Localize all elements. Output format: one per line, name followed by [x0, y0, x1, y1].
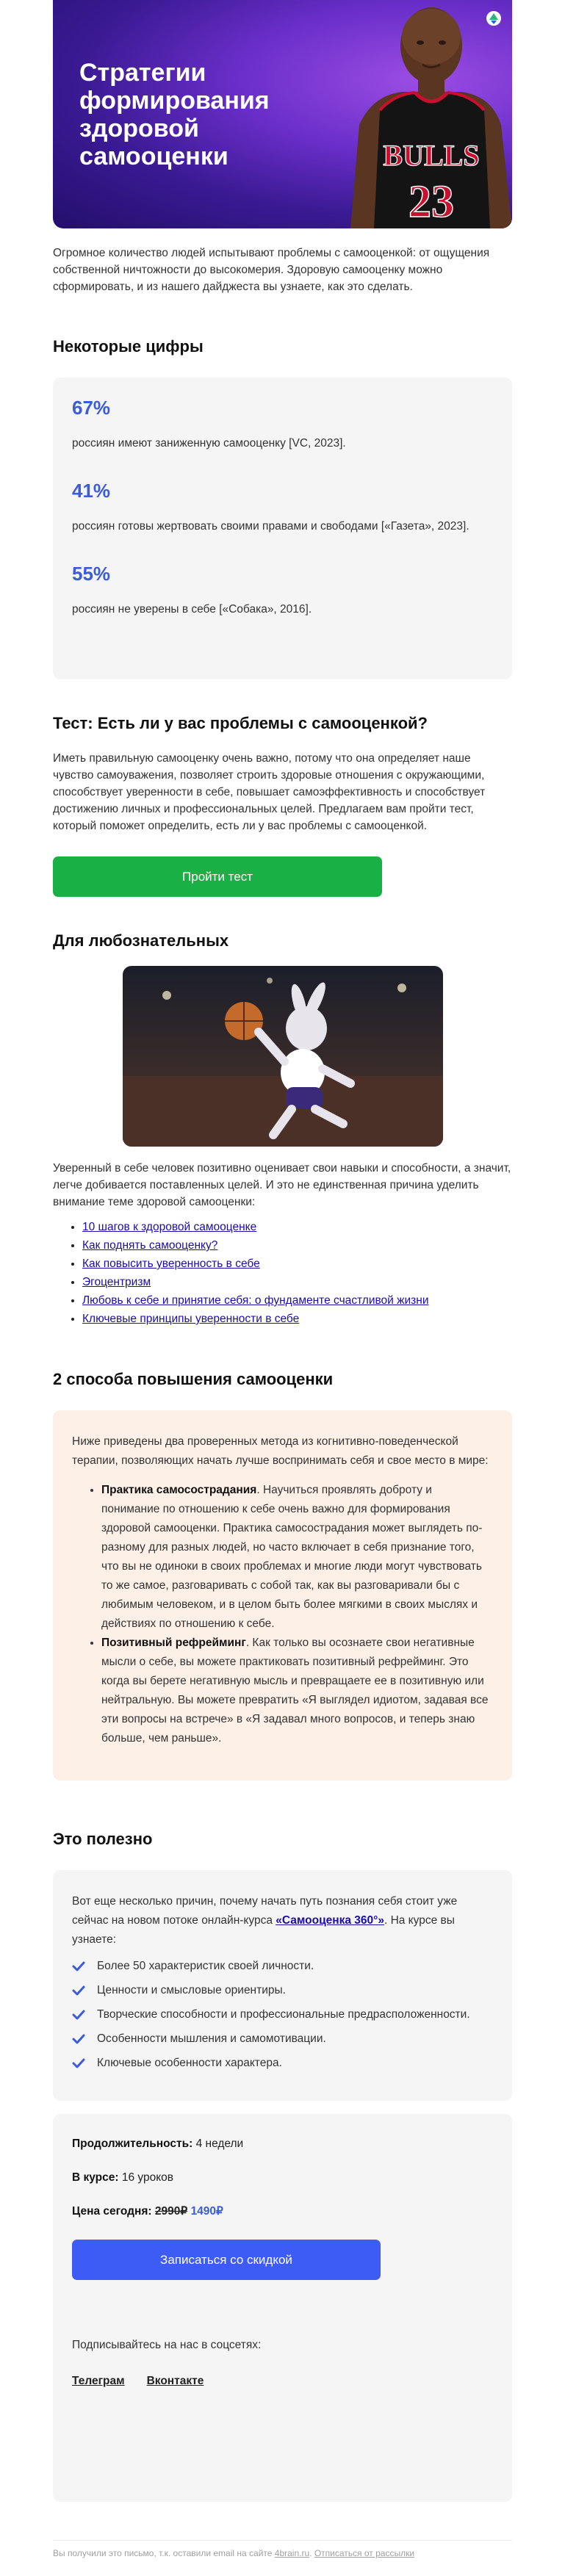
course-link[interactable]: «Самооценка 360°» — [276, 1914, 384, 1927]
new-price: 1490₽ — [190, 2205, 223, 2218]
curious-title: Для любознательных — [53, 931, 229, 950]
list-item — [72, 2030, 493, 2049]
vkontakte-link[interactable]: Вконтакте — [146, 2375, 204, 2387]
article-link[interactable]: Как повысить уверенность в себе — [82, 1258, 260, 1270]
lessons-label: В курсе: — [72, 2171, 119, 2184]
article-link[interactable]: Как поднять самооценку? — [82, 1239, 218, 1252]
checkmark-icon — [72, 1961, 85, 1971]
methods-list — [72, 1481, 493, 1748]
useful-card — [53, 1870, 512, 2101]
footer — [53, 2540, 512, 2560]
stat-value: 55% — [72, 563, 111, 585]
social-links — [72, 2373, 493, 2391]
article-links-list — [53, 1218, 512, 1328]
old-price: 2990₽ — [154, 2205, 188, 2218]
list-item — [72, 1981, 493, 2000]
email-body — [53, 0, 512, 2576]
test-title: Тест: Есть ли у вас проблемы с самооценкой? — [53, 714, 428, 732]
unsubscribe-link[interactable]: Отписаться от рассылки — [314, 2548, 415, 2558]
article-link[interactable]: 10 шагов к здоровой самооценке — [82, 1221, 257, 1233]
method-name: Практика самосострадания — [101, 1484, 257, 1496]
article-link[interactable]: Эгоцентризм — [82, 1276, 151, 1288]
telegram-link[interactable]: Телеграм — [72, 2375, 125, 2387]
stats-title: Некоторые цифры — [53, 337, 204, 356]
social-title: Подписывайтесь на нас в соцсетях: — [72, 2339, 262, 2351]
basketball-player-illustration — [321, 0, 512, 228]
method-name: Позитивный рефрейминг — [101, 1637, 246, 1649]
enroll-discount-button[interactable]: Записаться со скидкой — [72, 2240, 381, 2280]
stat-item — [72, 480, 493, 535]
list-item — [82, 1310, 512, 1328]
cartoon-basketball-illustration — [123, 966, 443, 1147]
useful-title: Это полезно — [53, 1830, 153, 1848]
svg-text:BULLS: BULLS — [383, 139, 480, 172]
hero-banner — [53, 0, 512, 228]
checkmark-icon — [72, 2010, 85, 2020]
list-item — [82, 1236, 512, 1255]
methods-card — [53, 1410, 512, 1781]
article-link[interactable]: Любовь к себе и принятие себя: о фундаменте счастливой жизни — [82, 1294, 429, 1307]
list-item — [72, 2005, 493, 2024]
benefit-text: Ценности и смысловые ориентиры. — [97, 1984, 286, 1996]
stat-text: россиян готовы жертвовать своими правами и свободами [«Газета», 2023]. — [72, 520, 469, 533]
benefit-text: Творческие способности и профессиональные предрасположенности. — [97, 2008, 470, 2021]
benefit-text: Особенности мышления и самомотивации. — [97, 2032, 326, 2045]
stat-item — [72, 397, 493, 452]
curious-text: Уверенный в себе человек позитивно оценивает свои навыки и способности, а значит, легче добивается поставленных целей. И это не единственная причина уделить внимание теме здоровой самооценки: — [53, 1162, 511, 1208]
list-item — [82, 1218, 512, 1236]
list-item — [82, 1273, 512, 1291]
checkmark-icon — [72, 2058, 85, 2068]
checkmark-icon — [72, 2034, 85, 2044]
price-label: Цена сегодня: — [72, 2205, 152, 2218]
method-text: . Научиться проявлять доброту и понимание по отношению к себе очень важно для формирования здоровой самооценки. Практика самосострадания может выглядеть по-разному для разных людей, но часто включает в себя признание того, что вы не одиноки в своих проблемах и многие люди могут чувствовать то же самое, разговаривать с собой так, как вы разговаривали бы с любимым человеком, и в целом быть более мягкими в своих мыслях и действиях по отношению к себе. — [101, 1484, 483, 1630]
list-item — [82, 1291, 512, 1310]
list-item — [101, 1481, 493, 1634]
course-price — [72, 2204, 493, 2220]
hero-title: Стратегии формирования здоровой самооценки — [79, 59, 270, 170]
test-text: Иметь правильную самооценку очень важно, потому что она определяет наше чувство самоуважения, позволяет строить здоровые отношения с окружающими, способствует уверенности в себе, повышает самоэффективность и способствует достижению личных и профессиональных целей. Предлагаем вам пройти тест, который поможет определить, есть ли у вас проблемы с самооценкой. — [53, 752, 486, 832]
list-item — [82, 1255, 512, 1273]
list-item — [72, 1957, 493, 1976]
take-test-button[interactable]: Пройти тест — [53, 856, 382, 897]
stat-item — [72, 563, 493, 618]
method-text: . Как только вы осознаете свои негативные мысли о себе, вы можете практиковать позитивный рефрейминг. Это когда вы берете негативную мысль и превращаете ее в позитивную или нейтральную. Вы можете превратить «Я выглядел идиотом, задавая все эти вопросы на встрече» в «Я задавал много вопросов, и теперь знаю больше, чем раньше». — [101, 1637, 489, 1745]
intro-text: Огромное количество людей испытывают проблемы с самооценкой: от ощущения собственной ничтожности до высокомерия. Здоровую самооценку можно сформировать, и из нашего дайджеста вы узнаете, как это сделать. — [53, 247, 490, 293]
footer-text: Вы получили это письмо, т.к. оставили email на сайте — [53, 2548, 275, 2558]
article-link[interactable]: Ключевые принципы уверенности в себе — [82, 1313, 300, 1325]
course-duration — [72, 2136, 493, 2152]
benefit-text: Более 50 характеристик своей личности. — [97, 1960, 314, 1972]
stats-card — [53, 378, 512, 679]
stat-value: 41% — [72, 480, 111, 502]
stat-text: россиян имеют заниженную самооценку [VC, 2023]. — [72, 437, 346, 450]
useful-intro — [72, 1892, 493, 1949]
bottom-spacer — [53, 2560, 512, 2576]
stat-text: россиян не уверены в себе [«Собака», 2016]. — [72, 603, 312, 616]
footer-separator: . — [309, 2548, 314, 2558]
checkmark-icon — [72, 1985, 85, 1996]
methods-intro: Ниже приведены два проверенных метода из когнитивно-поведенческой терапии, позволяющих начать лучше воспринимать себя и свое место в мире: — [72, 1435, 489, 1467]
brand-logo-icon — [486, 10, 502, 26]
list-item — [72, 2054, 493, 2073]
svg-text:23: 23 — [409, 177, 454, 227]
duration-value: 4 недели — [195, 2137, 244, 2150]
list-item — [101, 1634, 493, 1748]
lessons-value: 16 уроков — [121, 2171, 174, 2184]
useful-intro-after: . На курсе вы узнаете: — [72, 1914, 455, 1946]
site-link[interactable]: 4brain.ru — [274, 2548, 310, 2558]
benefit-text: Ключевые особенности характера. — [97, 2057, 282, 2069]
stat-value: 67% — [72, 397, 111, 419]
duration-label: Продолжительность: — [72, 2137, 193, 2150]
useful-intro-before: Вот еще несколько причин, почему начать путь познания себя стоит уже сейчас на новом потоке онлайн-курса — [72, 1895, 458, 1927]
benefits-list — [72, 1957, 493, 2073]
methods-title: 2 способа повышения самооценки — [53, 1370, 334, 1388]
course-card — [53, 2114, 512, 2502]
course-lessons — [72, 2170, 493, 2186]
